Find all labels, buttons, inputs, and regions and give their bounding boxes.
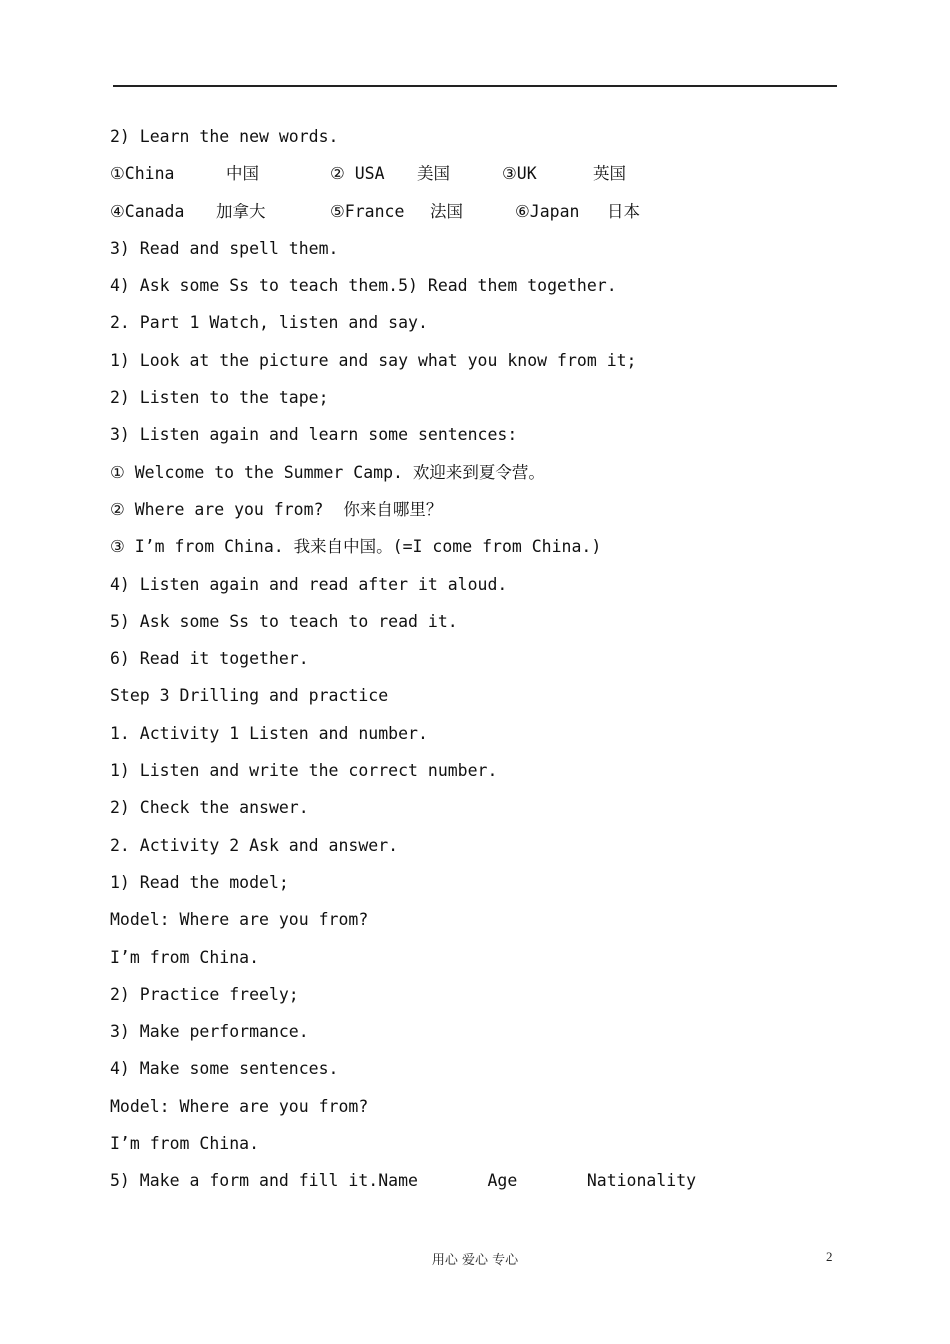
text-line: I’m from China. (110, 947, 260, 967)
text-line: ③ I’m from China. 我来自中国。(=I come from China.) (110, 537, 602, 557)
text-line: 6) Read it together. (110, 649, 309, 669)
text-line: 2. Part 1 Watch, listen and say. (110, 313, 428, 333)
text-line: 2) Practice freely; (110, 984, 299, 1004)
word-chinese: 日本 (607, 201, 640, 221)
header-rule (113, 85, 837, 87)
text-line: 5) Make a form and fill it.Name Age Nationality (110, 1171, 697, 1191)
section-heading: Step 3 Drilling and practice (110, 686, 389, 706)
text-line: 4) Listen again and read after it aloud. (110, 574, 508, 594)
text-line: 4) Ask some Ss to teach them.5) Read them together. (110, 276, 617, 296)
text-line: 2) Listen to the tape; (110, 388, 329, 408)
page-number: 2 (826, 1249, 833, 1264)
text-line: 1) Look at the picture and say what you know from it; (110, 350, 637, 370)
text-line: 4) Make some sentences. (110, 1059, 339, 1079)
word-chinese: 中国 (226, 164, 259, 184)
text-line: 1. Activity 1 Listen and number. (110, 723, 428, 743)
word-english: ①China (110, 164, 175, 184)
text-line: 1) Listen and write the correct number. (110, 761, 498, 781)
text-line: 1) Read the model; (110, 872, 289, 892)
text-line: 3) Make performance. (110, 1022, 309, 1042)
text-line: 3) Read and spell them. (110, 238, 339, 258)
text-line: Model: Where are you from? (110, 910, 369, 930)
word-chinese: 法国 (430, 201, 463, 221)
text-line: 2. Activity 2 Ask and answer. (110, 835, 399, 855)
text-line: Model: Where are you from? (110, 1096, 369, 1116)
text-line: 5) Ask some Ss to teach to read it. (110, 611, 458, 631)
text-line: 2) Check the answer. (110, 798, 309, 818)
text-line: ② Where are you from? 你来自哪里？ (110, 499, 443, 519)
vocabulary-row-1 (110, 159, 840, 196)
page-footer: 用心 爱心 专心 (431, 1253, 519, 1268)
lesson-body (110, 122, 840, 1204)
text-line: ① Welcome to the Summer Camp. 欢迎来到夏令营。 (110, 462, 545, 482)
word-english: ④Canada (110, 201, 185, 221)
text-line: I’m from China. (110, 1134, 260, 1154)
vocabulary-row-2 (110, 197, 840, 234)
word-english: ② USA (330, 164, 385, 184)
text-line: 3) Listen again and learn some sentences: (110, 425, 518, 445)
word-english: ⑤France (330, 201, 405, 221)
word-english: ⑥Japan (515, 201, 580, 221)
word-english: ③UK (502, 164, 537, 184)
word-chinese: 加拿大 (216, 201, 266, 221)
text-line: 2) Learn the new words. (110, 127, 339, 146)
word-chinese: 英国 (593, 164, 626, 184)
word-chinese: 美国 (417, 164, 450, 184)
